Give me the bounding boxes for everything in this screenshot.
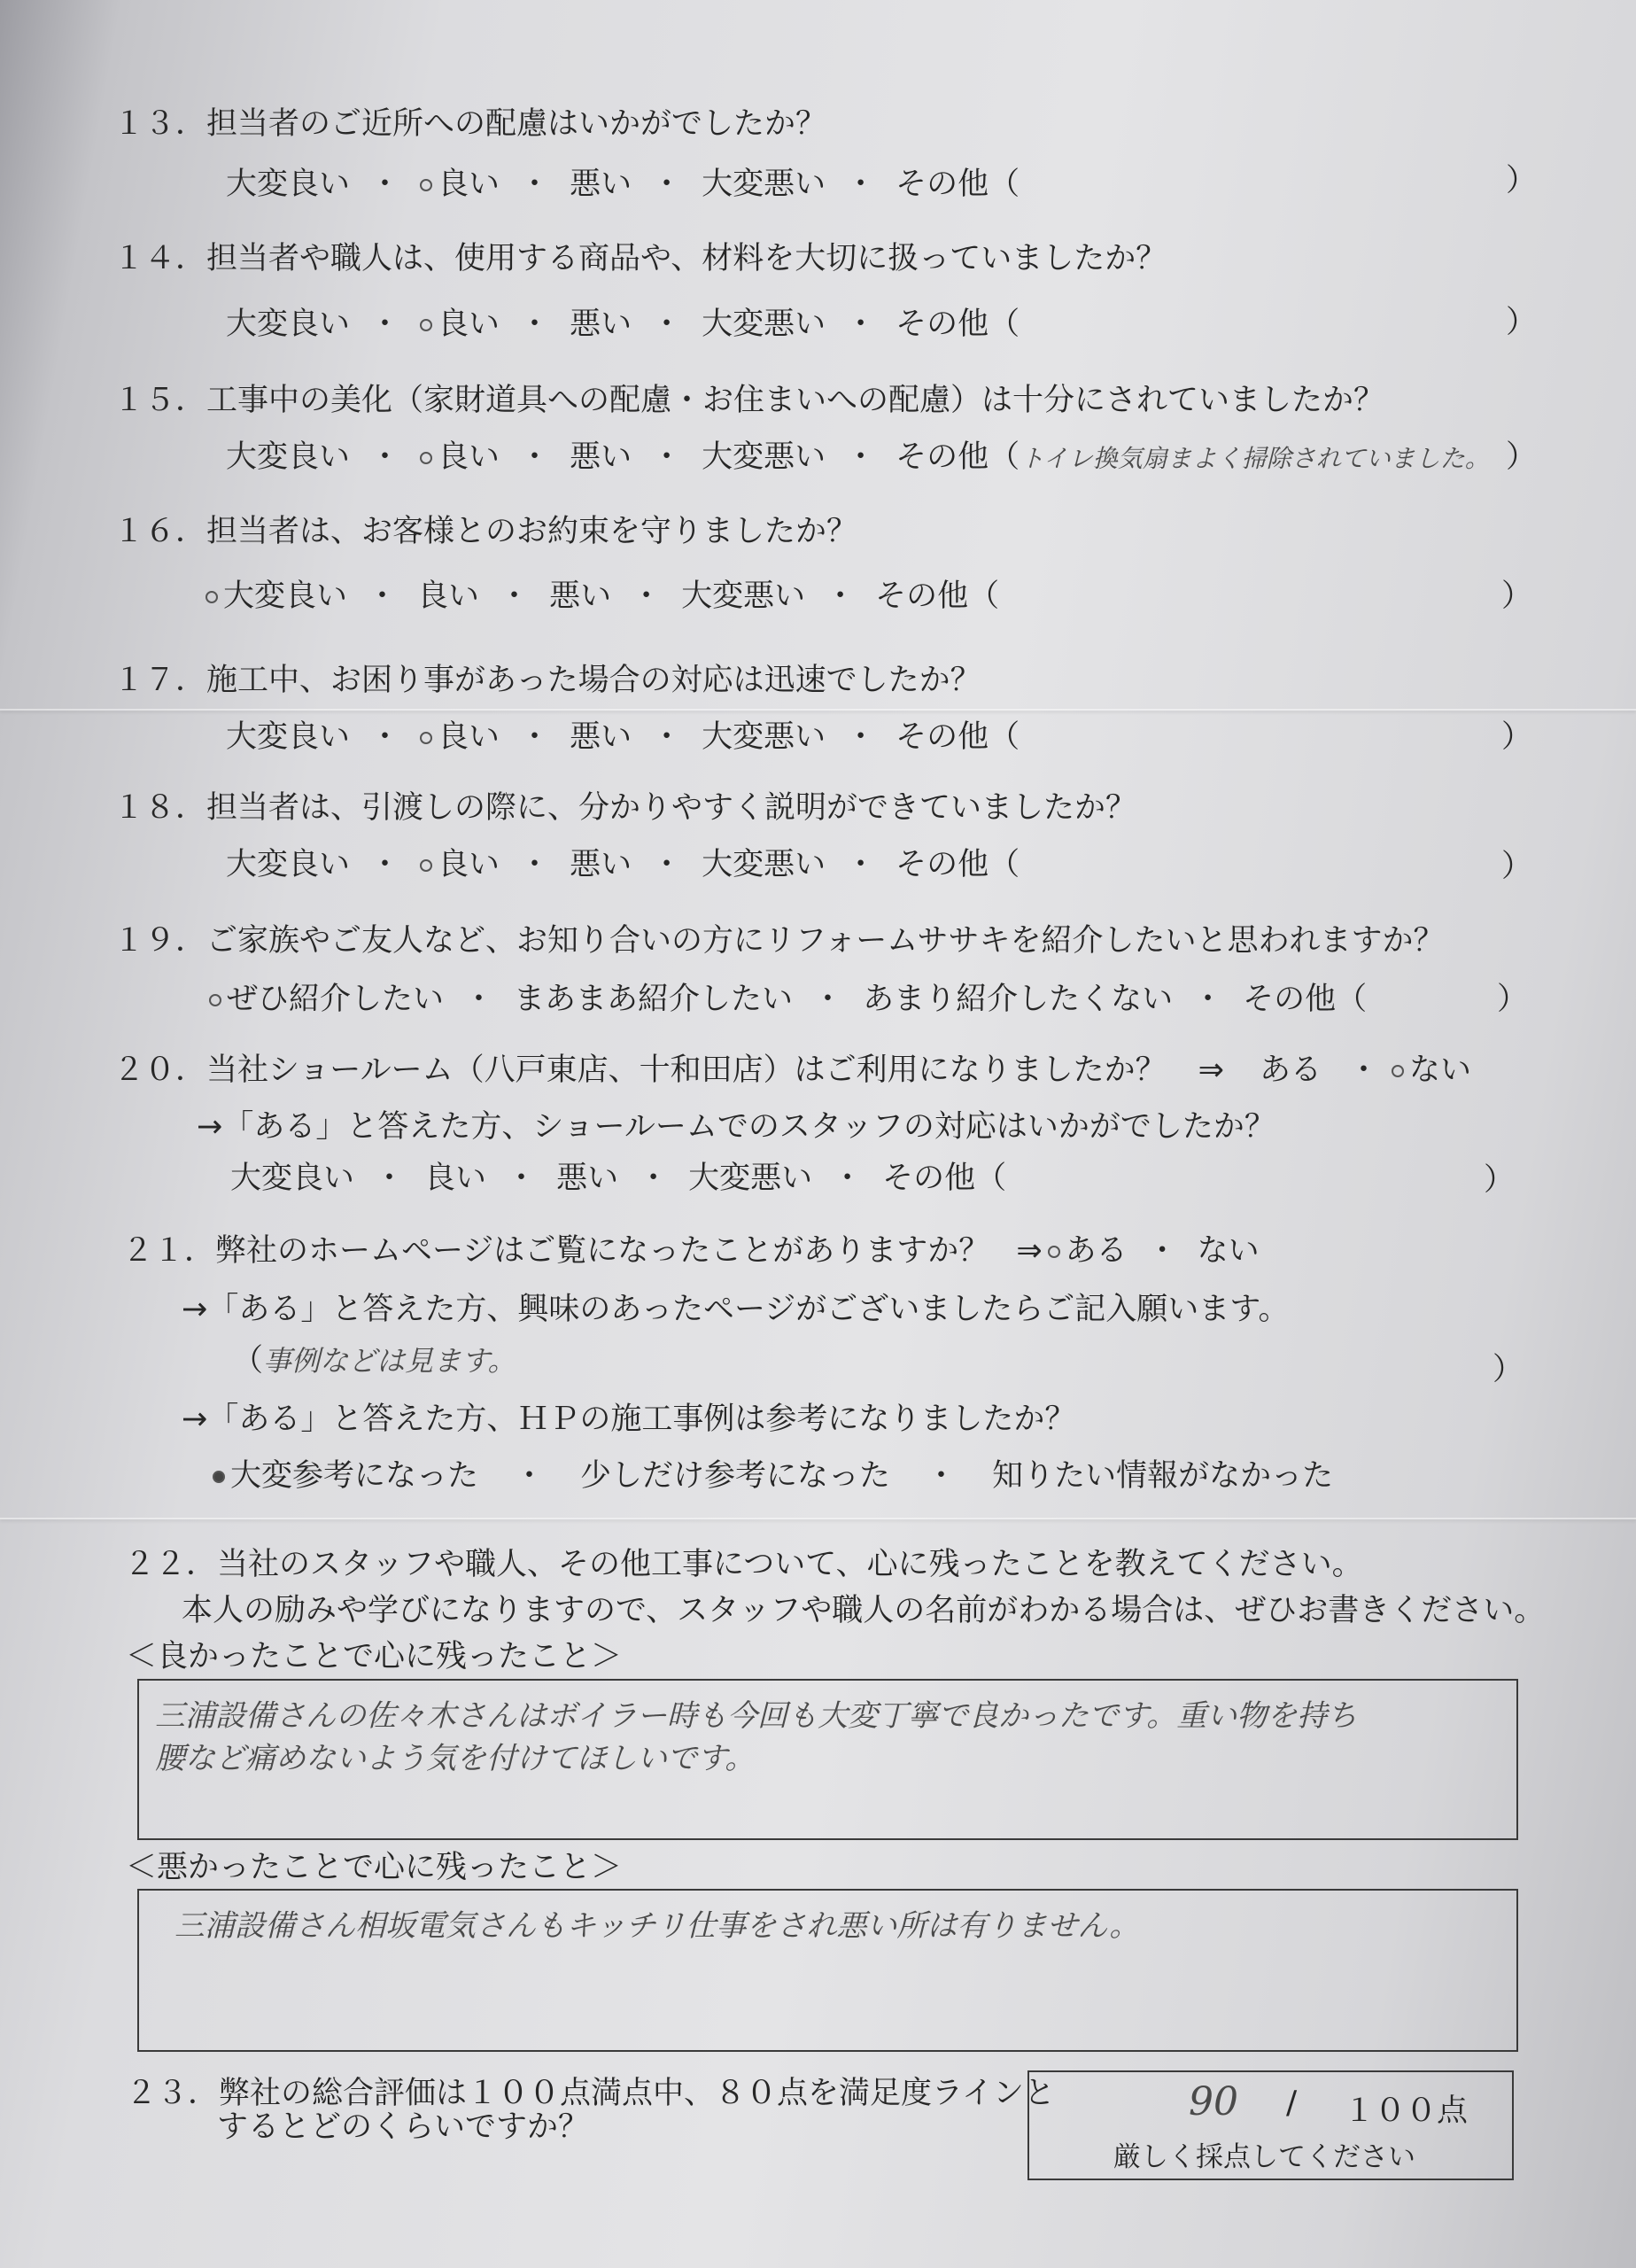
selected-circle-mark bbox=[420, 179, 432, 191]
paren-close: ） bbox=[1501, 849, 1533, 884]
paren-close: ） bbox=[1501, 579, 1533, 614]
option-no[interactable]: ない bbox=[1392, 1052, 1471, 1088]
question-21: ２１．弊社のホームページはご覧になったことがありますか？ ⇒ ある ・ ない bbox=[122, 1233, 1260, 1269]
option-good[interactable]: 良い bbox=[420, 840, 500, 884]
score-note: 厳しく採点してください bbox=[1113, 2141, 1415, 2173]
q20-followup: →「ある」と答えた方、ショールームでのスタッフの対応はいかがでしたか？ bbox=[197, 1109, 1275, 1145]
option-very-good[interactable]: 大変良い bbox=[226, 719, 351, 755]
selected-dot-mark bbox=[213, 1471, 225, 1483]
option-no-info[interactable]: 知りたい情報がなかった bbox=[992, 1458, 1334, 1494]
q17-options: 大変良い ・ 良い ・ 悪い ・ 大変悪い ・ その他（ bbox=[226, 712, 1020, 757]
q13-options: 大変良い ・ 良い ・ 悪い ・ 大変悪い ・ その他（ bbox=[226, 159, 1020, 204]
selected-circle-mark bbox=[420, 452, 432, 464]
option-good[interactable]: 良い bbox=[420, 299, 500, 344]
option-very-good[interactable]: 大変良い bbox=[205, 571, 347, 616]
option-very-good[interactable]: 大変良い bbox=[226, 307, 351, 342]
option-very-bad[interactable]: 大変悪い bbox=[702, 307, 826, 342]
question-22-sub: 本人の励みや学びになりますので、スタッフや職人の名前がわかる場合は、ぜひお書きください。 bbox=[182, 1593, 1546, 1628]
selected-circle-mark bbox=[1048, 1246, 1060, 1258]
selected-circle-mark bbox=[420, 859, 432, 872]
question-18: １８．担当者は、引渡しの際に、分かりやすく説明ができていましたか？ bbox=[113, 790, 1137, 826]
bad-memories-box[interactable] bbox=[137, 1889, 1518, 2052]
option-good[interactable]: 良い bbox=[420, 712, 500, 757]
option-bad[interactable]: 悪い bbox=[570, 439, 632, 475]
option-good[interactable]: 良い bbox=[417, 579, 480, 614]
q18-options: 大変良い ・ 良い ・ 悪い ・ 大変悪い ・ その他（ bbox=[226, 840, 1020, 884]
score-box[interactable] bbox=[1027, 2070, 1514, 2180]
option-slightly-helpful[interactable]: 少しだけ参考になった bbox=[580, 1458, 891, 1494]
question-23-line-1: ２３．弊社の総合評価は１００点満点中、８０点を満足度ラインと bbox=[126, 2076, 1055, 2111]
option-very-good[interactable]: 大変良い bbox=[226, 847, 351, 882]
option-very-good[interactable]: 大変良い bbox=[230, 1161, 355, 1196]
paren-close: ） bbox=[1506, 305, 1538, 340]
option-other[interactable]: その他（ bbox=[896, 307, 1020, 342]
selected-circle-mark bbox=[420, 732, 432, 744]
option-very-bad[interactable]: 大変悪い bbox=[702, 847, 826, 882]
option-bad[interactable]: 悪い bbox=[556, 1161, 619, 1196]
paren-close: ） bbox=[1497, 982, 1529, 1017]
option-other[interactable]: その他（ bbox=[896, 847, 1020, 882]
paren-close: ） bbox=[1506, 439, 1538, 475]
question-14: １４．担当者や職人は、使用する商品や、材料を大切に扱っていましたか？ bbox=[113, 241, 1167, 276]
option-yes[interactable]: ある bbox=[1048, 1233, 1128, 1269]
question-15: １５．工事中の美化（家財道具への配慮・お住まいへの配慮）は十分にされていましたか？ bbox=[113, 383, 1385, 418]
q21-ref-options: 大変参考になった ・ 少しだけ参考になった ・ 知りたい情報がなかった bbox=[213, 1451, 1333, 1495]
question-13: １３．担当者のご近所への配慮はいかがでしたか？ bbox=[113, 106, 827, 142]
option-bad[interactable]: 悪い bbox=[549, 579, 612, 614]
bad-memories-line-1: 三浦設備さん相坂電気さんもキッチリ仕事をされ悪い所は有りません。 bbox=[174, 1908, 1140, 1944]
selected-circle-mark bbox=[1392, 1065, 1404, 1077]
question-23-line-2: するとどのくらいですか？ bbox=[217, 2109, 590, 2145]
question-16: １６．担当者は、お客様とのお約束を守りましたか？ bbox=[113, 514, 858, 549]
option-other[interactable]: その他（ bbox=[896, 719, 1020, 755]
q20-options: 大変良い ・ 良い ・ 悪い ・ 大変悪い ・ その他（ bbox=[230, 1153, 1006, 1198]
option-good[interactable]: 良い bbox=[420, 432, 500, 477]
option-other[interactable]: その他（ bbox=[875, 579, 1000, 614]
option-other[interactable]: その他（ bbox=[896, 439, 1020, 475]
option-very-bad[interactable]: 大変悪い bbox=[688, 1161, 813, 1196]
option-bad[interactable]: 悪い bbox=[570, 167, 632, 202]
q21-handwritten-answer: （事例などは見ます。 bbox=[232, 1343, 516, 1379]
selected-circle-mark bbox=[205, 591, 218, 603]
option-bad[interactable]: 悪い bbox=[570, 719, 632, 755]
question-19: １９．ご家族やご友人など、お知り合いの方にリフォームササキを紹介したいと思われますか？ bbox=[113, 923, 1445, 959]
option-yes[interactable]: ある bbox=[1259, 1052, 1322, 1088]
good-memories-heading: ＜良かったことで心に残ったこと＞ bbox=[126, 1639, 623, 1674]
option-very-bad[interactable]: 大変悪い bbox=[702, 167, 826, 202]
q15-options: 大変良い ・ 良い ・ 悪い ・ 大変悪い ・ その他（トイレ換気扇まよく掃除されていました。 bbox=[226, 432, 1490, 477]
good-memories-box[interactable] bbox=[137, 1679, 1518, 1840]
paren-close: ） bbox=[1501, 719, 1533, 755]
q16-options: 大変良い ・ 良い ・ 悪い ・ 大変悪い ・ その他（ bbox=[205, 571, 999, 616]
paren-close: ） bbox=[1484, 1162, 1516, 1198]
selected-circle-mark bbox=[209, 994, 221, 1006]
q19-options: ぜひ紹介したい ・ まあまあ紹介したい ・ あまり紹介したくない ・ その他（ bbox=[209, 975, 1367, 1019]
question-22: ２２．当社のスタッフや職人、その他工事について、心に残ったことを教えてください。 bbox=[124, 1547, 1363, 1582]
q21-followup-2: →「ある」と答えた方、ＨＰの施工事例は参考になりましたか？ bbox=[182, 1402, 1076, 1437]
option-very-bad[interactable]: 大変悪い bbox=[702, 719, 826, 755]
bad-memories-heading: ＜悪かったことで心に残ったこと＞ bbox=[126, 1850, 623, 1885]
option-very-bad[interactable]: 大変悪い bbox=[702, 439, 826, 475]
option-not-really-recommend[interactable]: あまり紹介したくない bbox=[863, 982, 1174, 1017]
paren-close: ） bbox=[1506, 163, 1538, 198]
q21-followup-1: →「ある」と答えた方、興味のあったページがございましたらご記入願います。 bbox=[182, 1292, 1290, 1327]
option-other[interactable]: その他（ bbox=[896, 167, 1020, 202]
question-20: ２０．当社ショールーム（八戸東店、十和田店）はご利用になりましたか？ ⇒ ある ・ ない bbox=[113, 1052, 1471, 1088]
paren-close: ） bbox=[1493, 1352, 1524, 1387]
score-value: 90 bbox=[1189, 2079, 1238, 2124]
option-very-good[interactable]: 大変良い bbox=[226, 167, 351, 202]
q14-options: 大変良い ・ 良い ・ 悪い ・ 大変悪い ・ その他（ bbox=[226, 299, 1020, 344]
option-somewhat-recommend[interactable]: まあまあ紹介したい bbox=[514, 982, 794, 1017]
option-good[interactable]: 良い bbox=[420, 159, 500, 204]
option-bad[interactable]: 悪い bbox=[570, 307, 632, 342]
option-no[interactable]: ない bbox=[1197, 1233, 1260, 1269]
option-other[interactable]: その他（ bbox=[882, 1161, 1007, 1196]
selected-circle-mark bbox=[420, 319, 432, 331]
handwritten-other-note: トイレ換気扇まよく掃除されていました。 bbox=[1020, 444, 1490, 473]
option-very-helpful[interactable]: 大変参考になった bbox=[213, 1451, 478, 1495]
option-very-bad[interactable]: 大変悪い bbox=[681, 579, 806, 614]
score-max: １００点 bbox=[1344, 2093, 1469, 2129]
question-17: １７．施工中、お困り事があった場合の対応は迅速でしたか？ bbox=[113, 663, 981, 698]
option-bad[interactable]: 悪い bbox=[570, 847, 632, 882]
option-very-good[interactable]: 大変良い bbox=[226, 439, 351, 475]
option-good[interactable]: 良い bbox=[424, 1161, 487, 1196]
good-memories-line-1: 三浦設備さんの佐々木さんはボイラー時も今回も大変丁寧で良かったです。重い物を持ち bbox=[155, 1698, 1358, 1734]
good-memories-line-2: 腰など痛めないよう気を付けてほしいです。 bbox=[155, 1741, 756, 1776]
option-definitely-recommend[interactable]: ぜひ紹介したい bbox=[209, 975, 444, 1019]
option-other[interactable]: その他（ bbox=[1243, 982, 1368, 1017]
score-slash: / bbox=[1286, 2085, 1298, 2121]
